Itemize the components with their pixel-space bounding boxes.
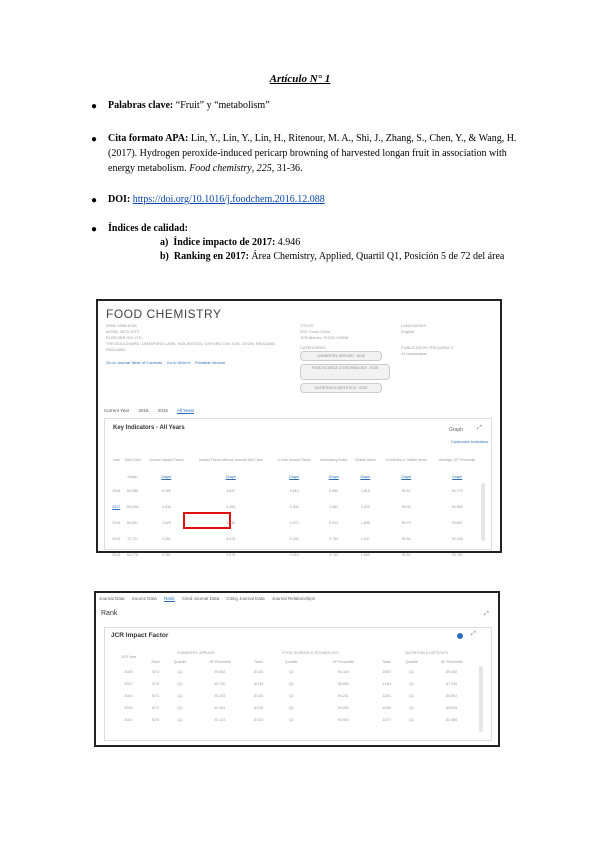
table-cell: 6/133 <box>254 682 264 686</box>
col-header: Citable Items <box>354 458 376 462</box>
table-cell: 94.444 <box>337 670 349 674</box>
sub-header: Quartile <box>173 659 187 664</box>
category-pill[interactable]: NUTRITION & DIETETICS - SCIE <box>300 383 382 393</box>
table-cell: 1,818 <box>360 489 370 493</box>
table-cell: 89.080 <box>446 670 458 674</box>
table-cell: Q1 <box>288 670 294 674</box>
highlight-box <box>183 512 231 529</box>
table-cell[interactable]: 2016 <box>112 521 121 525</box>
keywords-line <box>108 98 528 113</box>
indicators-table <box>111 449 481 563</box>
table-cell: 1,923 <box>360 505 370 509</box>
scrollbar[interactable] <box>481 483 485 541</box>
ranking-prefix: b) <box>160 251 169 262</box>
doi-line <box>108 192 528 207</box>
table-cell: Q1 <box>288 718 294 722</box>
journal-title: FOOD CHEMISTRY <box>106 307 222 321</box>
table-cell: 2014 <box>124 718 133 722</box>
table-cell: 3.391 <box>161 553 171 557</box>
table-cell: Q1 <box>409 682 415 686</box>
table-cell: Q1 <box>177 694 183 698</box>
scrollbar[interactable] <box>479 666 483 732</box>
impact-prefix: a) <box>160 237 169 248</box>
journal-nav <box>99 596 321 601</box>
table-cell: Q1 <box>177 670 183 674</box>
table-row <box>111 483 481 499</box>
table-cell: Q1 <box>409 670 415 674</box>
table-cell: Q1 <box>409 694 415 698</box>
sub-header: Quartile <box>284 659 298 664</box>
table-cell: 2017 <box>124 682 133 686</box>
ranking-line <box>160 250 532 263</box>
sub-header: Rank <box>382 659 391 664</box>
rank-heading: Rank <box>101 610 118 617</box>
table-cell: 6/71 <box>152 694 160 698</box>
table-cell: 8/123 <box>254 718 264 722</box>
impact-label: Índice impacto de 2017: <box>173 237 276 248</box>
table-cell: Q1 <box>177 718 183 722</box>
table-cell: 92.361 <box>214 706 226 710</box>
titles-line: ISO: Food Chem. <box>300 329 332 334</box>
table-row <box>111 714 477 726</box>
table-row <box>111 547 481 563</box>
table-cell: 4.136 <box>226 521 236 525</box>
table-cell: 92.254 <box>214 694 226 698</box>
table-cell: 1,896 <box>360 521 370 525</box>
table-cell: Q1 <box>288 694 294 698</box>
table-cell: Q1 <box>288 682 294 686</box>
apa-comma: , <box>251 163 255 174</box>
keywords-label: Palabras clave: <box>108 100 174 111</box>
col-header: Immediacy Index <box>320 458 348 462</box>
category-pill[interactable]: FOOD SCIENCE & TECHNOLOGY - SCIE <box>300 364 390 380</box>
apa-citation <box>108 131 528 176</box>
table-cell: 5/71 <box>152 670 160 674</box>
table-cell: 82.468 <box>446 718 458 722</box>
sub-header: Rank <box>151 659 160 664</box>
table-cell: 12/80 <box>382 706 392 710</box>
info-line: ENGLAND <box>106 347 126 352</box>
year-tabs <box>104 408 202 413</box>
table-row <box>111 531 481 547</box>
table-cell: 3.916 <box>289 553 299 557</box>
graph-cell[interactable]: Graph <box>225 475 236 479</box>
table-row <box>111 666 477 678</box>
key-indicators-card <box>104 418 492 557</box>
titles-label: TITLES <box>300 323 314 328</box>
graph-cell[interactable]: Graph <box>452 475 463 479</box>
sub-header: Rank <box>254 659 263 664</box>
col-header: Journal Impact Factor <box>148 458 184 462</box>
table-cell: 94.000 <box>337 706 349 710</box>
table-cell: 94.775 <box>451 489 463 493</box>
table-cell: 1.062 <box>329 505 339 509</box>
table-cell: 0.914 <box>329 521 339 525</box>
nav-journal-data[interactable]: Journal Data <box>99 596 125 601</box>
tab-all-years[interactable]: All Years <box>176 408 195 413</box>
table-cell: 5/72 <box>152 682 160 686</box>
tab-current-year[interactable]: Current Year <box>104 408 130 413</box>
quality-label: Índices de calidad: <box>108 223 189 234</box>
table-cell[interactable]: 2017 <box>112 505 121 509</box>
table-cell: 99.63 <box>401 553 411 557</box>
table-cell: 85.625 <box>446 706 458 710</box>
table-cell: 84,988 <box>126 489 138 493</box>
info-icon[interactable] <box>457 633 463 639</box>
group-header: FOOD SCIENCE & TECHNOLOGY <box>282 650 340 655</box>
col-header: Average JIF Percentile <box>439 458 476 462</box>
apa-journal: Food chemistry <box>189 163 252 174</box>
categories-label: CATEGORIES <box>300 345 326 350</box>
table-cell: 93.750 <box>451 553 463 557</box>
graph-cell[interactable]: Graph <box>161 475 172 479</box>
table-cell: 93.902 <box>337 718 349 722</box>
table-cell: 0.739 <box>329 537 339 541</box>
table-cell: 99.79 <box>401 521 411 525</box>
frequency-line: 24 issues/year <box>401 351 427 356</box>
table-row <box>111 499 481 515</box>
table-cell: 2016 <box>124 694 133 698</box>
table-row <box>111 690 477 702</box>
graph-cell[interactable]: Graph <box>328 475 339 479</box>
jcr-impact-factor-card <box>104 627 492 741</box>
apa-pages: , 31-36. <box>271 163 303 174</box>
article-title: Artículo N° 1 <box>269 73 331 85</box>
sub-header: Quartile <box>405 659 418 664</box>
nav-source-data[interactable]: Source Data <box>131 596 157 601</box>
jcr-rank-screenshot <box>94 591 500 747</box>
table-cell: 93.867 <box>451 521 463 525</box>
col-header: Impact Factor without Journal Self Cites <box>198 458 263 462</box>
frequency-label: PUBLICATION FREQUENCY <box>401 345 454 350</box>
nav-journal-relationships[interactable]: Journal Relationships <box>271 596 315 601</box>
doi-link[interactable]: https://doi.org/10.1016/j.foodchem.2016.12.088 <box>132 194 325 205</box>
info-line: ISSN: 0308-8146 <box>106 323 137 328</box>
bullet-dot: ● <box>91 195 98 206</box>
table-cell: Q1 <box>288 706 294 710</box>
tab-2015[interactable]: 2015 <box>157 408 168 413</box>
table-cell: 8/125 <box>254 706 264 710</box>
table-cell: 2.978 <box>226 553 236 557</box>
table-cell: 4.529 <box>161 521 171 525</box>
table-cell: 0.950 <box>329 489 339 493</box>
table-cell: Q1 <box>177 682 183 686</box>
group-header: CHEMISTRY, APPLIED <box>176 650 215 655</box>
nav-citing-journal-data[interactable]: Citing Journal Data <box>226 596 265 601</box>
table-cell: 4.493 <box>226 505 236 509</box>
group-header: NUTRITION & DIETETICS <box>405 650 449 655</box>
table-cell: 84,591 <box>126 521 138 525</box>
graph-row <box>111 471 481 483</box>
table-cell: 11/83 <box>382 682 392 686</box>
table-cell: 6/70 <box>152 718 160 722</box>
info-links[interactable]: Go to Journal Table of Contents Go to Ulrich's Printable Version <box>106 360 226 365</box>
graph-link[interactable]: Graph <box>449 427 463 433</box>
table-cell: 94.231 <box>337 694 349 698</box>
table-cell: 95.865 <box>337 682 349 686</box>
customize-link[interactable]: Customize Indicators <box>451 439 489 444</box>
rank-table <box>111 648 477 726</box>
table-cell: 93.750 <box>214 682 226 686</box>
graph-cell: Graph <box>127 475 138 479</box>
quality-heading <box>108 221 528 236</box>
table-cell: Q1 <box>409 718 415 722</box>
col-header: Total Cites <box>124 458 141 462</box>
info-line: ELSEVIER SCI LTD <box>106 335 142 340</box>
table-cell: 4.970 <box>289 521 299 525</box>
sub-header: JIF Percentile <box>208 659 231 664</box>
table-cell: 103,654 <box>125 505 139 509</box>
table-cell: 5.514 <box>289 489 299 493</box>
table-cell: 99.64 <box>401 537 411 541</box>
apa-label: Cita formato APA: <box>108 133 189 144</box>
table-cell: 12/81 <box>382 694 392 698</box>
card-title: Key Indicators - All Years <box>113 425 185 431</box>
graph-cell[interactable]: Graph <box>360 475 371 479</box>
graph-cell[interactable]: Graph <box>289 475 300 479</box>
table-cell[interactable]: 2014 <box>112 553 121 557</box>
info-line: eISSN: 1873-7072 <box>106 329 139 334</box>
col-header: % Articles in Citable items <box>385 458 427 462</box>
table-cell: 2015 <box>124 706 133 710</box>
nav-rank[interactable]: Rank <box>164 596 175 601</box>
expand-icon[interactable]: ⤢ <box>477 425 482 431</box>
sub-header: JIF Percentile <box>440 659 463 664</box>
expand-icon[interactable]: ⤢ <box>471 631 476 637</box>
impact-line <box>160 236 532 249</box>
ranking-label: Ranking en 2017: <box>173 251 249 262</box>
table-cell: 1,947 <box>360 537 370 541</box>
graph-cell[interactable]: Graph <box>401 475 412 479</box>
table-cell: 8/130 <box>254 694 264 698</box>
languages-line: English <box>401 329 415 334</box>
expand-icon[interactable]: ⤢ <box>484 611 489 617</box>
table-cell: 4.946 <box>161 505 171 509</box>
table-cell: 8/135 <box>254 670 264 674</box>
apa-text: Lin, Y., Lin, Y., Lin, H., Ritenour, M. A., Shi, J., Zhang, S., Chen, Y., & Wang, H. (2017). Hydrogen peroxide-induced pericarp browning of harvested longan fruit in association with energy metabolism. <box>108 133 517 174</box>
bullet-dot: ● <box>91 101 98 112</box>
table-cell: 1,869 <box>360 553 370 557</box>
sub-header: JIF Percentile <box>332 659 355 664</box>
table-cell: 72,721 <box>126 537 138 541</box>
table-row <box>111 678 477 690</box>
tab-2016[interactable]: 2016 <box>138 408 149 413</box>
table-cell: 0.742 <box>329 553 339 557</box>
table-cell: 99.32 <box>401 505 411 509</box>
table-cell: 87.349 <box>446 682 458 686</box>
card-title: JCR Impact Factor <box>111 632 169 639</box>
table-cell: 3.391 <box>161 537 171 541</box>
table-cell: Q1 <box>177 706 183 710</box>
table-cell: 94.965 <box>451 505 463 509</box>
doi-label: DOI: <box>108 194 131 205</box>
table-cell: 85.802 <box>446 694 458 698</box>
titles-line: JCR Abbrev: FOOD CHEM <box>300 335 349 340</box>
table-row <box>111 515 481 531</box>
table-cell: 5.399 <box>161 489 171 493</box>
apa-volume: 225 <box>256 163 272 174</box>
table-row <box>111 702 477 714</box>
col-header: Year <box>112 458 120 462</box>
jcr-year-header: JCR Year <box>120 655 137 659</box>
ranking-value: Área Chemistry, Applied, Quartil Q1, Posición 5 de 72 del área <box>251 251 505 262</box>
table-cell: 64,278 <box>126 553 138 557</box>
category-pill[interactable]: CHEMISTRY, APPLIED - SCIE <box>300 351 382 361</box>
bullet-dot: ● <box>91 134 98 145</box>
info-line: THE BOULEVARD, LANGFORD LANE, KIDLINGTON, OXFORD OX5 1GB, OXON, ENGLAND <box>106 341 276 346</box>
table-cell: 92.436 <box>451 537 463 541</box>
table-cell[interactable]: 2015 <box>112 537 121 541</box>
keywords-value: “Fruit” y “metabolism” <box>175 100 270 111</box>
table-cell: 3.025 <box>226 537 236 541</box>
nav-cited-journal-data[interactable]: Cited Journal Data <box>181 596 220 601</box>
col-header: 5 Year Impact Factor <box>277 458 311 462</box>
table-cell[interactable]: 2018 <box>112 489 121 493</box>
table-cell: 14/77 <box>382 718 392 722</box>
table-cell: 6/72 <box>152 706 160 710</box>
table-cell: 92.143 <box>214 718 226 722</box>
table-cell: 93.662 <box>214 670 226 674</box>
impact-value: 4.946 <box>277 237 301 248</box>
table-cell: 4.335 <box>289 537 299 541</box>
table-cell: 99.61 <box>401 489 411 493</box>
table-cell: 4.647 <box>226 489 236 493</box>
bullet-dot: ● <box>91 224 98 235</box>
jcr-key-indicators-screenshot <box>96 299 502 557</box>
table-cell: 5.304 <box>289 505 299 509</box>
table-cell: Q1 <box>409 706 415 710</box>
languages-label: LANGUAGES <box>401 323 426 328</box>
table-cell: 2018 <box>124 670 133 674</box>
table-cell: 10/87 <box>382 670 392 674</box>
